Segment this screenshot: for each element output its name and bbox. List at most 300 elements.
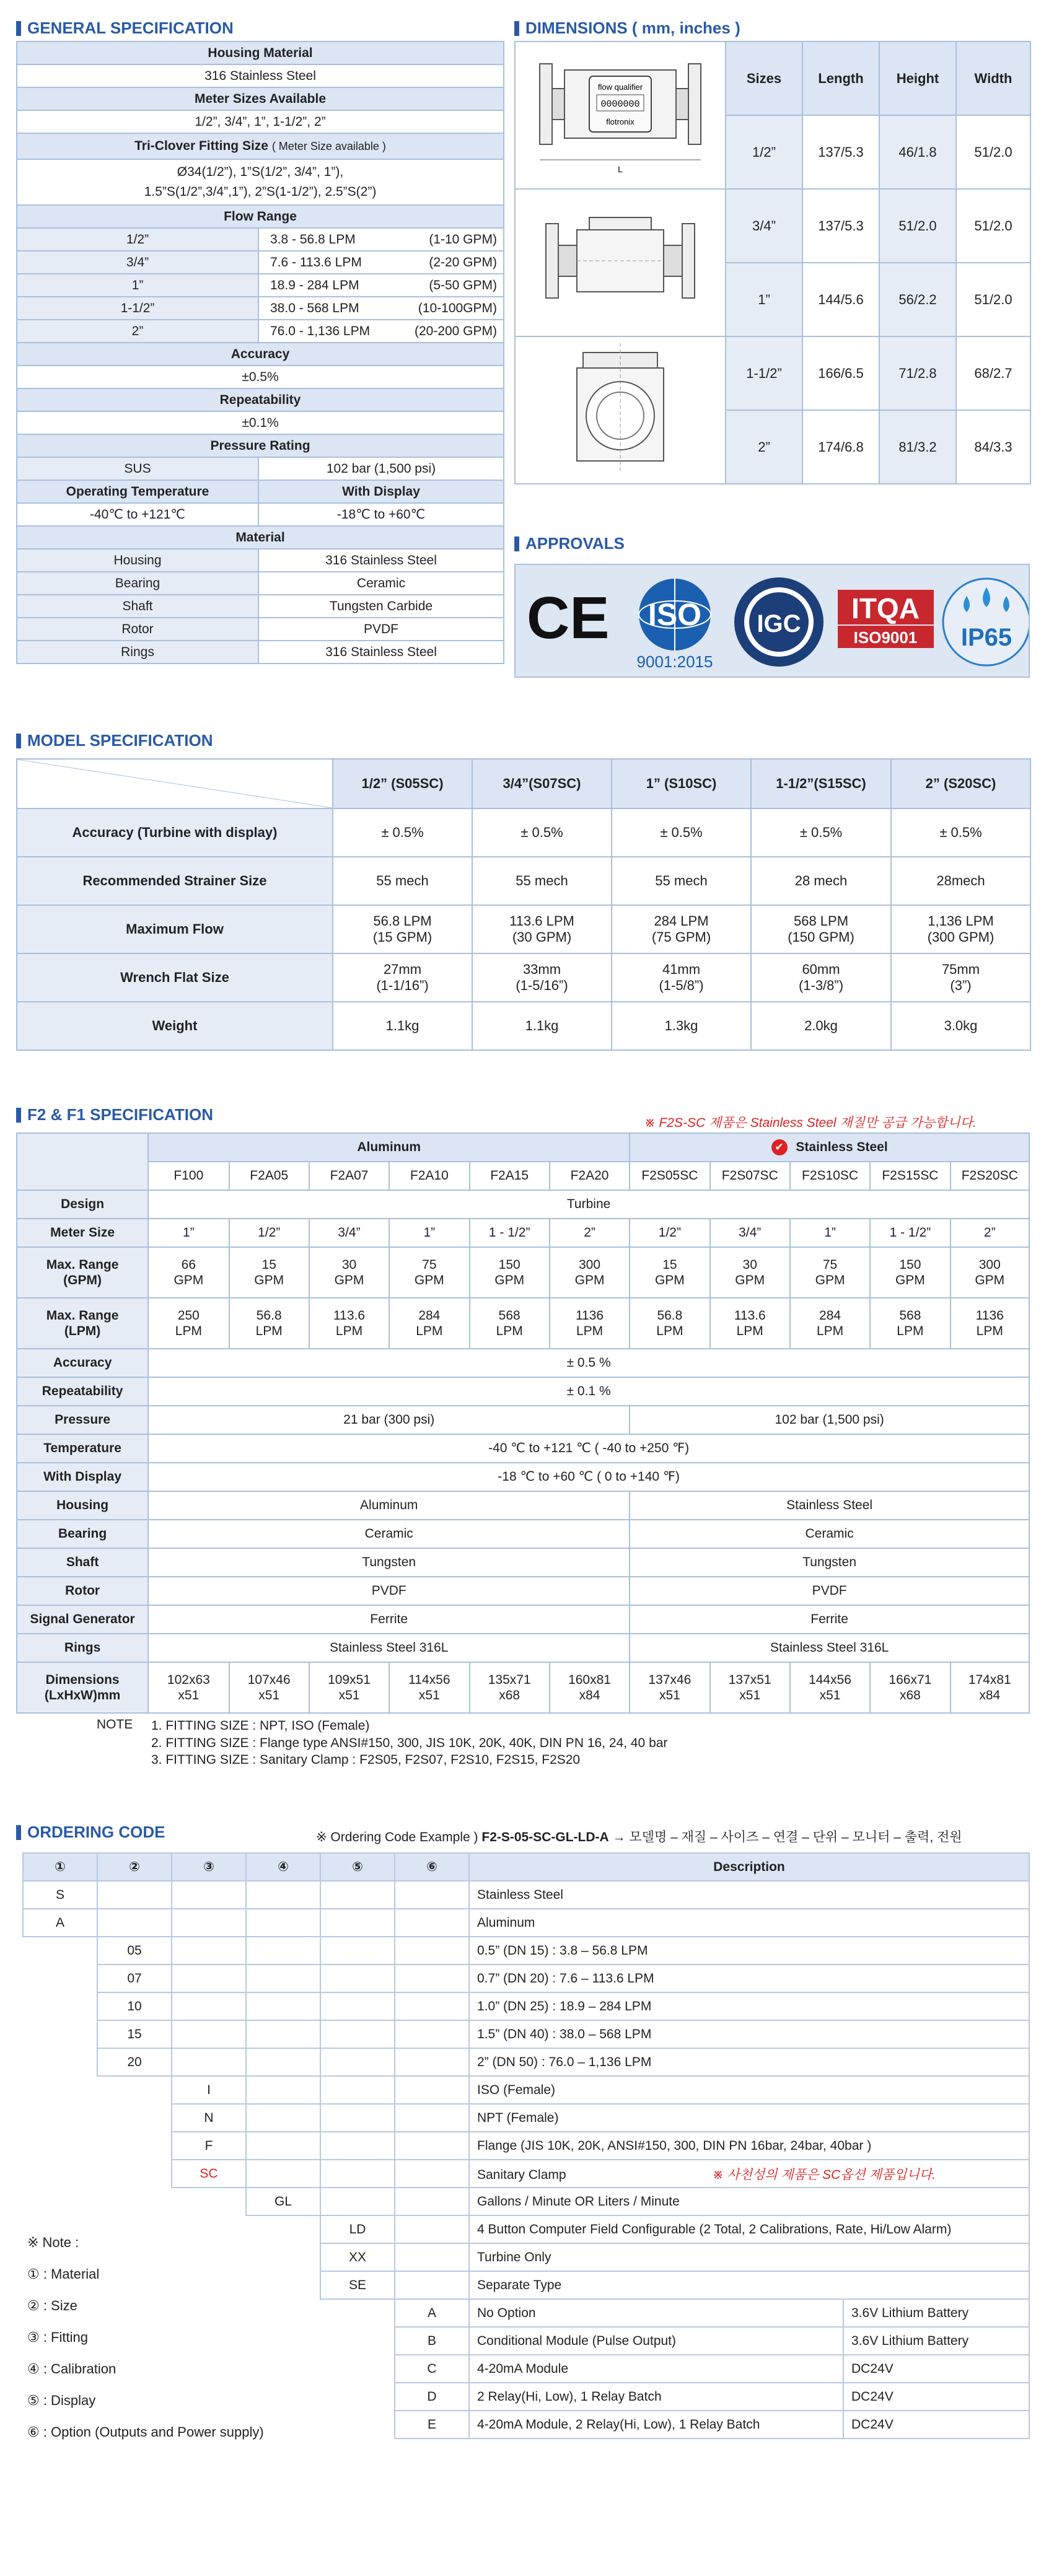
ord-desc: Flange (JIS 10K, 20K, ANSI#150, 300, DIN PN 16bar, 24bar, 40bar ) [469, 2132, 1029, 2160]
dim-cell: 46/1.8 [879, 115, 956, 189]
model-cell-line: 41mm [662, 962, 701, 977]
f2-dims-cell [470, 1662, 550, 1713]
f2-model-code: F2A15 [470, 1162, 550, 1190]
ord-code: 20 [97, 2048, 172, 2076]
ord-filler [246, 1881, 320, 1909]
f2-dims-cell [630, 1662, 709, 1713]
f2-dims-line: 137x46 [648, 1672, 692, 1687]
ord-filler [395, 1937, 469, 1965]
f2-dims-line: 174x81 [968, 1672, 1011, 1687]
f2-dims-line: 109x51 [328, 1672, 371, 1687]
optemp-value: -40℃ to +121℃ [17, 503, 258, 526]
ord-filler [395, 2188, 469, 2215]
model-cell-line: 28mech [936, 873, 985, 888]
ordering-row [23, 1909, 1029, 1937]
stainless-label: Stainless Steel [796, 1139, 888, 1154]
f2-meter-size: 1 - 1/2” [870, 1219, 950, 1247]
ord-desc: Gallons / Minute OR Liters / Minute [469, 2188, 1029, 2215]
dim-cell: 144/5.6 [802, 263, 879, 336]
dim-cell: 71/2.8 [879, 336, 956, 410]
ordering-row [23, 2104, 1029, 2132]
ord-desc: Turbine Only [469, 2243, 1029, 2271]
f2-note-item: 3. FITTING SIZE : Sanitary Clamp : F2S05, F2S07, F2S10, F2S15, F2S20 [151, 1753, 581, 1768]
model-cell-line: ± 0.5% [799, 825, 843, 840]
f2-meter-size: 3/4” [710, 1219, 790, 1247]
ord-filler [246, 2132, 320, 2160]
ord-blank [97, 2104, 172, 2132]
display-value: -18℃ to +60℃ [258, 503, 504, 526]
f2-gpm-line: GPM [414, 1273, 444, 1287]
model-col-header: 3/4”(S07SC) [472, 759, 612, 808]
flow-row [17, 228, 504, 251]
f2-dims-line: 166x71 [889, 1672, 932, 1687]
f2-lpm-line: 56.8 [657, 1308, 683, 1323]
flow-range-cell [258, 274, 504, 297]
ord-filler [97, 1909, 172, 1937]
f2-gpm-line: 15 [261, 1257, 276, 1272]
f2-gpm-line: GPM [494, 1273, 525, 1287]
repeatability-label: Repeatability [17, 388, 504, 411]
approvals-title [514, 534, 625, 553]
material-part: Bearing [17, 572, 258, 595]
drawing-label-1: flow qualifier [597, 82, 643, 92]
f2-lpm-line: 113.6 [734, 1308, 766, 1323]
ord-code: A [23, 1909, 97, 1937]
ord-code: SC [172, 2160, 246, 2188]
ord-code: GL [246, 2188, 320, 2215]
f2-dims-cell [951, 1662, 1029, 1713]
drawing-label-2: 0000000 [600, 99, 640, 110]
ord-filler [395, 2104, 469, 2132]
ord-filler [320, 2020, 395, 2048]
ord-blank [320, 2355, 395, 2383]
dim-cell: 51/2.0 [879, 189, 956, 263]
model-row-label: Maximum Flow [17, 905, 333, 953]
section-marker [16, 1108, 21, 1123]
flow-row [17, 320, 504, 343]
f2-lpm-line: 284 [819, 1308, 841, 1323]
f2-lpm-line: LPM [976, 1324, 1003, 1338]
ord-desc: Conditional Module (Pulse Output) [469, 2327, 843, 2355]
ord-filler [246, 1909, 320, 1937]
f2-dims-line: 144x56 [809, 1672, 851, 1687]
ord-filler [395, 2020, 469, 2048]
ord-filler [320, 2188, 395, 2215]
model-cell-line: (1-1/16”) [376, 978, 429, 993]
flow-gpm: (5-50 GPM) [429, 278, 498, 292]
ord-desc: 1.0” (DN 25) : 18.9 – 284 LPM [469, 1992, 1029, 2020]
ord-desc-header: Description [469, 1853, 1029, 1881]
dim-cell: 1/2” [726, 115, 802, 189]
example-code: F2-S-05-SC-GL-LD-A [481, 1830, 609, 1844]
ord-filler [320, 1937, 395, 1965]
f2-signal-al: Ferrite [148, 1605, 630, 1634]
ord-filler [320, 2104, 395, 2132]
ord-blank [320, 2411, 395, 2438]
f2-dims-line: x51 [338, 1688, 360, 1702]
f2-gpm-cell [470, 1247, 550, 1298]
flow-row [17, 297, 504, 320]
material-value: Tungsten Carbide [258, 595, 504, 618]
model-cell-line: 2.0kg [804, 1018, 838, 1033]
flow-range-cell [258, 320, 504, 343]
max-lpm-label-1: Max. Range [46, 1308, 119, 1323]
meter-sizes-label: Meter Sizes Available [17, 87, 504, 110]
ord-filler [395, 1881, 469, 1909]
ord-code: LD [320, 2215, 395, 2243]
max-gpm-label-1: Max. Range [46, 1257, 119, 1272]
ord-blank [320, 2327, 395, 2355]
f2-spec-title [16, 1105, 213, 1124]
ord-filler [320, 1881, 395, 1909]
igc-text: IGC [757, 610, 801, 637]
f2-housing-ss: Stainless Steel [630, 1491, 1029, 1520]
ord-filler [320, 2076, 395, 2104]
ordering-row [23, 1937, 1029, 1965]
f2-display-label: With Display [17, 1463, 148, 1491]
dimensions-title [514, 19, 740, 38]
flowmeter-front-drawing [521, 340, 719, 476]
dim-header-height: Height [879, 42, 956, 115]
ce-mark-icon: CE [527, 585, 610, 651]
f2-gpm-line: 66 [181, 1257, 196, 1272]
ord-blank [23, 2048, 97, 2076]
f2-model-code: F2S07SC [710, 1162, 790, 1190]
f2-dims-line: x51 [819, 1688, 841, 1702]
model-row-label: Wrench Flat Size [17, 953, 333, 1002]
ord-filler [320, 2048, 395, 2076]
f2-lpm-cell [630, 1298, 709, 1349]
f2-dims-line: x51 [258, 1688, 280, 1702]
ordering-row [23, 1992, 1029, 2020]
f2-lpm-line: LPM [897, 1324, 924, 1338]
model-cell [472, 1002, 612, 1050]
model-cell-line: (15 GPM) [372, 929, 433, 945]
aluminum-group-header: Aluminum [148, 1133, 630, 1162]
f2-gpm-line: GPM [735, 1273, 765, 1287]
f2-lpm-cell [309, 1298, 389, 1349]
flow-size: 1” [17, 274, 258, 297]
model-cell [612, 857, 751, 905]
ord-desc: 0.5” (DN 15) : 3.8 – 56.8 LPM [469, 1937, 1029, 1965]
ord-col-header: ③ [172, 1853, 246, 1881]
f2-repeat-label: Repeatability [17, 1377, 148, 1406]
f2-lpm-line: LPM [736, 1324, 763, 1338]
f2-dims-line: 114x56 [408, 1672, 450, 1687]
model-cell-line: 284 LPM [654, 913, 709, 929]
model-cell-line: 1,136 LPM [928, 913, 994, 929]
f2-gpm-line: 30 [742, 1257, 757, 1272]
f2-meter-size: 1/2” [229, 1219, 309, 1247]
ord-blank [23, 1965, 97, 1992]
model-cell-line: 113.6 LPM [509, 913, 574, 929]
ord-code: 07 [97, 1965, 172, 1992]
optemp-label: Operating Temperature [17, 480, 258, 503]
ordering-note-item: ② : Size [27, 2298, 77, 2313]
f2-pressure-al: 21 bar (300 psi) [148, 1406, 630, 1434]
f2-dims-line: x51 [659, 1688, 680, 1702]
f2-bearing-al: Ceramic [148, 1520, 630, 1548]
model-cell [472, 857, 612, 905]
f2-lpm-line: 56.8 [256, 1308, 282, 1323]
model-cell-line: (150 GPM) [788, 929, 854, 945]
itqa-logo-icon [838, 590, 934, 648]
section-marker [514, 537, 519, 551]
model-col-header: 2” (S20SC) [891, 759, 1030, 808]
pressure-left: SUS [17, 457, 258, 480]
f2-meter-size: 2” [550, 1219, 630, 1247]
f2-gpm-line: GPM [975, 1273, 1005, 1287]
f2-gpm-line: GPM [173, 1273, 204, 1287]
ord-desc: 2” (DN 50) : 76.0 – 1,136 LPM [469, 2048, 1029, 2076]
f2-lpm-line: LPM [816, 1324, 844, 1338]
f2-gpm-cell [951, 1247, 1029, 1298]
f2-dims-line: x84 [979, 1688, 1001, 1702]
flow-gpm: (20-200 GPM) [414, 323, 498, 338]
f2-gpm-line: GPM [254, 1273, 284, 1287]
ord-filler [395, 2243, 469, 2271]
f2-gpm-line: 150 [498, 1257, 520, 1272]
f2-gpm-line: 300 [978, 1257, 1001, 1272]
ord-code: F [172, 2132, 246, 2160]
f2-shaft-ss: Tungsten [630, 1548, 1029, 1577]
ord-blank [97, 2076, 172, 2104]
model-cell-line: 568 LPM [793, 913, 849, 929]
ord-filler [172, 1992, 246, 2020]
f2-gpm-line: 300 [579, 1257, 601, 1272]
ord-filler [395, 2215, 469, 2243]
max-gpm-label-2: (GPM) [63, 1273, 102, 1287]
flow-lpm: 18.9 - 284 LPM [270, 278, 359, 292]
model-cell [891, 857, 1030, 905]
triclover-header [17, 133, 504, 159]
ord-extra: 3.6V Lithium Battery [843, 2299, 1029, 2327]
flow-range-cell [258, 228, 504, 251]
f2-bearing-label: Bearing [17, 1520, 148, 1548]
f2-gpm-line: 15 [662, 1257, 677, 1272]
dim-cell: 2” [726, 410, 802, 484]
ord-blank [23, 2020, 97, 2048]
ord-desc [469, 2160, 1029, 2188]
f2-dims-line: 160x81 [568, 1672, 611, 1687]
dim-cell: 3/4” [726, 189, 802, 263]
ord-desc: 2 Relay(Hi, Low), 1 Relay Batch [469, 2383, 843, 2411]
f2-dims-cell [309, 1662, 389, 1713]
f2-shaft-label: Shaft [17, 1548, 148, 1577]
model-cell [751, 905, 891, 953]
f2-lpm-cell [951, 1298, 1029, 1349]
dim-header-sizes: Sizes [726, 42, 802, 115]
model-cell [333, 857, 472, 905]
ord-code: S [23, 1881, 97, 1909]
f2-rotor-al: PVDF [148, 1577, 630, 1605]
ord-filler [172, 1881, 246, 1909]
model-cell-line: 60mm [802, 962, 840, 977]
model-row-label: Accuracy (Turbine with display) [17, 808, 333, 857]
f2-lpm-line: LPM [576, 1324, 604, 1338]
f2-lpm-line: 568 [498, 1308, 520, 1323]
ordering-note-item: ④ : Calibration [27, 2361, 116, 2377]
f2-rings-al: Stainless Steel 316L [148, 1634, 630, 1662]
f2-gpm-line: GPM [654, 1273, 685, 1287]
dim-cell: 174/6.8 [802, 410, 879, 484]
f2-signal-ss: Ferrite [630, 1605, 1029, 1634]
ord-filler [246, 2076, 320, 2104]
f2-gpm-line: 75 [422, 1257, 437, 1272]
ord-col-header: ④ [246, 1853, 320, 1881]
example-prefix: ※ Ordering Code Example ) [316, 1830, 482, 1844]
model-cell [751, 857, 891, 905]
example-suffix: → 모델명 – 재질 – 사이즈 – 연결 – 단위 – 모니터 – 출력, 전원 [608, 1830, 962, 1844]
pressure-label: Pressure Rating [17, 434, 504, 457]
f2-model-code: F100 [148, 1162, 229, 1190]
ord-filler [320, 2160, 395, 2188]
f2-meter-size: 1” [389, 1219, 469, 1247]
f2-gpm-cell [790, 1247, 870, 1298]
ord-col-header: ① [23, 1853, 97, 1881]
ord-filler [395, 2271, 469, 2299]
model-row [17, 808, 1030, 857]
f2-dims-label-2: (LxHxW)mm [44, 1688, 121, 1702]
model-spec-title [16, 731, 213, 750]
drawing-label-3: flotronix [606, 117, 635, 126]
triclover-line1: Ø34(1/2”), 1”S(1/2”, 3/4”, 1”), [177, 165, 344, 179]
drawing-top [515, 42, 726, 189]
ord-filler [395, 1909, 469, 1937]
f2-gpm-cell [229, 1247, 309, 1298]
material-row [17, 549, 504, 572]
model-cell [891, 808, 1030, 857]
ord-filler [246, 1937, 320, 1965]
f2-meter-size: 1/2” [630, 1219, 709, 1247]
ip65-badge-icon [943, 579, 1029, 665]
material-value: PVDF [258, 618, 504, 641]
f2-temp-value: -40 ℃ to +121 ℃ ( -40 to +250 ℉) [148, 1434, 1029, 1463]
model-row-label: Recommended Strainer Size [17, 857, 333, 905]
ord-blank [97, 2132, 172, 2160]
ord-blank [23, 1937, 97, 1965]
model-row [17, 953, 1030, 1002]
ord-extra: DC24V [843, 2383, 1029, 2411]
f2-dims-line: 107x46 [247, 1672, 291, 1687]
ord-blank [23, 2132, 97, 2160]
ord-blank [23, 2104, 97, 2132]
ordering-note-item: ⑤ : Display [27, 2393, 96, 2408]
ord-filler [172, 1937, 246, 1965]
f2-signal-label: Signal Generator [17, 1605, 148, 1634]
f2-lpm-line: 113.6 [333, 1308, 366, 1323]
material-row [17, 618, 504, 641]
ord-code: E [395, 2411, 469, 2438]
f2-gpm-cell [630, 1247, 709, 1298]
f2-lpm-cell [790, 1298, 870, 1349]
ord-desc: Separate Type [469, 2271, 1029, 2299]
flow-size: 2” [17, 320, 258, 343]
drawing-side [515, 189, 726, 336]
meter-size-label: Meter Size [17, 1219, 148, 1247]
ord-filler [395, 2160, 469, 2188]
ord-extra: DC24V [843, 2411, 1029, 2438]
material-value: 316 Stainless Steel [258, 641, 504, 664]
f2-dims-cell [710, 1662, 790, 1713]
f2-dims-cell [790, 1662, 870, 1713]
flowmeter-side-drawing [521, 193, 719, 329]
ord-col-header: ② [97, 1853, 172, 1881]
f2-lpm-cell [470, 1298, 550, 1349]
ord-blank [172, 2188, 246, 2215]
f2-model-code: F2A07 [309, 1162, 389, 1190]
ord-desc: 4-20mA Module, 2 Relay(Hi, Low), 1 Relay Batch [469, 2411, 843, 2438]
model-cell [472, 905, 612, 953]
f2-rings-label: Rings [17, 1634, 148, 1662]
model-cell-line: ± 0.5% [381, 825, 424, 840]
material-part: Rings [17, 641, 258, 664]
flow-row [17, 274, 504, 297]
f2-dims-line: 135x71 [488, 1672, 531, 1687]
model-cell-line: 55 mech [655, 873, 708, 888]
ord-filler [246, 2160, 320, 2188]
f2-gpm-line: GPM [334, 1273, 364, 1287]
material-row [17, 572, 504, 595]
ord-filler [395, 1965, 469, 1992]
model-row [17, 905, 1030, 953]
ord-blank [97, 2160, 172, 2188]
f2-dims-cell [550, 1662, 630, 1713]
pressure-right: 102 bar (1,500 psi) [258, 457, 504, 480]
model-cell-line: ± 0.5% [660, 825, 703, 840]
model-row [17, 1002, 1030, 1050]
flow-lpm: 3.8 - 56.8 LPM [270, 232, 356, 247]
igc-seal-icon [734, 577, 823, 667]
flow-lpm: 38.0 - 568 LPM [270, 300, 359, 315]
ip65-text: IP65 [960, 624, 1012, 651]
dim-cell: 1-1/2” [726, 336, 802, 410]
ord-extra: 3.6V Lithium Battery [843, 2327, 1029, 2355]
dimensions-title-text: DIMENSIONS ( mm, inches ) [525, 19, 740, 37]
f2-lpm-cell [870, 1298, 950, 1349]
ordering-row [23, 2188, 1029, 2215]
f2-lpm-cell [710, 1298, 790, 1349]
f2-dims-cell [870, 1662, 950, 1713]
f2-bearing-ss: Ceramic [630, 1520, 1029, 1548]
section-marker [16, 1825, 21, 1840]
model-cell [751, 808, 891, 857]
ord-blank [23, 1992, 97, 2020]
ordering-row [23, 2132, 1029, 2160]
ord-filler [320, 1909, 395, 1937]
model-cell-line: 56.8 LPM [373, 913, 432, 929]
f2-rotor-ss: PVDF [630, 1577, 1029, 1605]
model-cell [891, 905, 1030, 953]
flow-size: 1-1/2” [17, 297, 258, 320]
dim-cell: 51/2.0 [956, 189, 1030, 263]
f2-dims-line: x51 [418, 1688, 440, 1702]
f2-gpm-line: 150 [899, 1257, 921, 1272]
ordering-notes [27, 2227, 264, 2448]
ord-desc: NPT (Female) [469, 2104, 1029, 2132]
ord-code: A [395, 2299, 469, 2327]
f2-note-item: 2. FITTING SIZE : Flange type ANSI#150, 300, JIS 10K, 20K, 40K, DIN PN 16, 24, 40 bar [151, 1735, 668, 1750]
flow-range-cell [258, 297, 504, 320]
ord-code: N [172, 2104, 246, 2132]
ord-filler [97, 1881, 172, 1909]
f2-corner-cell [17, 1133, 148, 1190]
ord-filler [395, 2048, 469, 2076]
ordering-note-item: ① : Material [27, 2266, 100, 2282]
f2-lpm-line: LPM [335, 1324, 363, 1338]
dim-cell: 56/2.2 [879, 263, 956, 336]
max-lpm-label-2: (LPM) [64, 1324, 101, 1338]
